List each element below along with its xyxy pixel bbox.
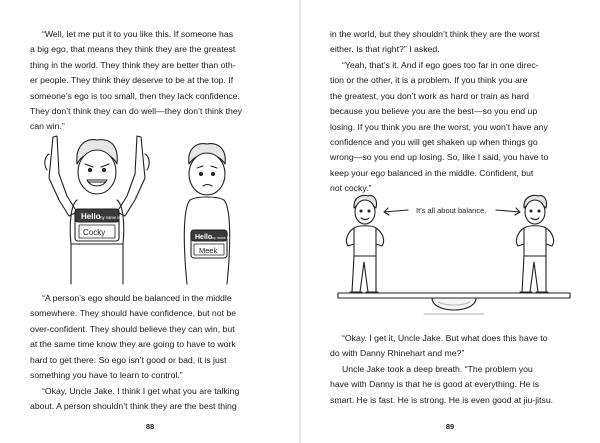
left-middle-paragraph xyxy=(30,291,268,383)
cocky-badge-name: Cocky xyxy=(83,228,106,237)
meek-badge-hello: Hello xyxy=(195,234,213,241)
text-line: have with Danny is that he is good at everything. He is xyxy=(330,379,540,390)
balance-ball xyxy=(432,298,476,310)
cocky-badge-hello: Hello xyxy=(81,212,101,221)
text-line: do with Danny Rhinehart and me?” xyxy=(330,348,465,359)
text-line: smart. He is fast. He is strong. He is even good at jiu-jitsu. xyxy=(330,394,554,405)
text-line: someone’s ego is too small, then they lack confidence. xyxy=(30,90,240,101)
meek-badge-subtitle: my name is xyxy=(211,236,230,240)
cocky-boy-figure xyxy=(45,136,149,284)
text-line: thing in the world. They think they are better than oth- xyxy=(30,59,236,70)
text-line: wrong—so you end up losing. So, like I said, you have to xyxy=(330,152,549,163)
text-line: tion or the other, it is a problem. If you think you are xyxy=(330,75,528,86)
right-fourth-paragraph xyxy=(330,362,568,408)
text-line: confidence and you will get shaken up when things go xyxy=(330,137,538,148)
text-line: hard to get there. So ego isn’t good or bad, it is just xyxy=(30,354,227,365)
meek-badge-name: Meek xyxy=(199,246,218,255)
text-line: either. Is that right?” I asked. xyxy=(330,44,440,55)
right-second-paragraph xyxy=(330,58,568,197)
balance-caption: It’s all about balance. xyxy=(416,206,487,215)
text-line: not cocky.” xyxy=(330,183,372,194)
page-number-right: 89 xyxy=(445,422,455,431)
balance-illustration xyxy=(336,192,572,324)
text-line: “A person’s ego should be balanced in the middle xyxy=(42,293,232,303)
text-line: at the same time know they are going to have to work xyxy=(30,339,236,350)
text-line: can win.” xyxy=(30,121,65,132)
text-line: er people. They think they deserve to be at the top. If xyxy=(30,75,234,86)
text-line: losing. If you think you are the worst, you won’t have any xyxy=(330,121,548,132)
text-line: somewhere. They should have confidence, but not be xyxy=(30,308,237,319)
text-line: “Yeah, that’s it. And if ego goes too far in one direc- xyxy=(342,60,539,70)
text-line: Uncle Jake took a deep breath. “The problem you xyxy=(342,364,533,374)
left-bottom-paragraph xyxy=(30,384,268,415)
text-line: something you have to learn to control.” xyxy=(30,370,183,381)
left-top-paragraph xyxy=(30,27,268,135)
text-line: over-confident. They should believe they can win, but xyxy=(30,323,235,334)
text-line: about. A person shouldn’t think they are the best thing xyxy=(30,401,237,412)
cocky-badge-subtitle: my name is xyxy=(99,215,121,220)
cocky-meek-illustration xyxy=(25,134,275,284)
right-third-paragraph xyxy=(330,331,568,362)
text-line: “Okay. I get it, Uncle Jake. But what does this have to xyxy=(342,333,548,343)
text-line: the greatest, you don’t work as hard or train as hard xyxy=(330,90,529,101)
page-number-left: 88 xyxy=(145,422,155,431)
text-line: They don’t think they can do well—they don’t think they xyxy=(30,106,242,117)
left-balanced-boy xyxy=(346,195,383,292)
meek-boy-figure xyxy=(184,144,229,284)
text-line: because you believe you are the best—so you end up xyxy=(330,106,538,117)
right-top-paragraph xyxy=(330,27,568,58)
text-line: “Well, let me put it to you like this. If someone has xyxy=(42,29,234,39)
balance-plank xyxy=(338,293,570,298)
text-line: in the world, but they shouldn’t think they are the worst xyxy=(330,29,540,39)
right-balanced-boy xyxy=(516,195,553,292)
text-line: “Okay, Uncle Jake. I think I get what you are talking xyxy=(42,386,240,396)
text-line: a big ego, that means they think they are the greatest xyxy=(30,44,236,55)
right-page xyxy=(300,0,600,443)
text-line: keep your ego balanced in the middle. Confident, but xyxy=(330,167,534,178)
